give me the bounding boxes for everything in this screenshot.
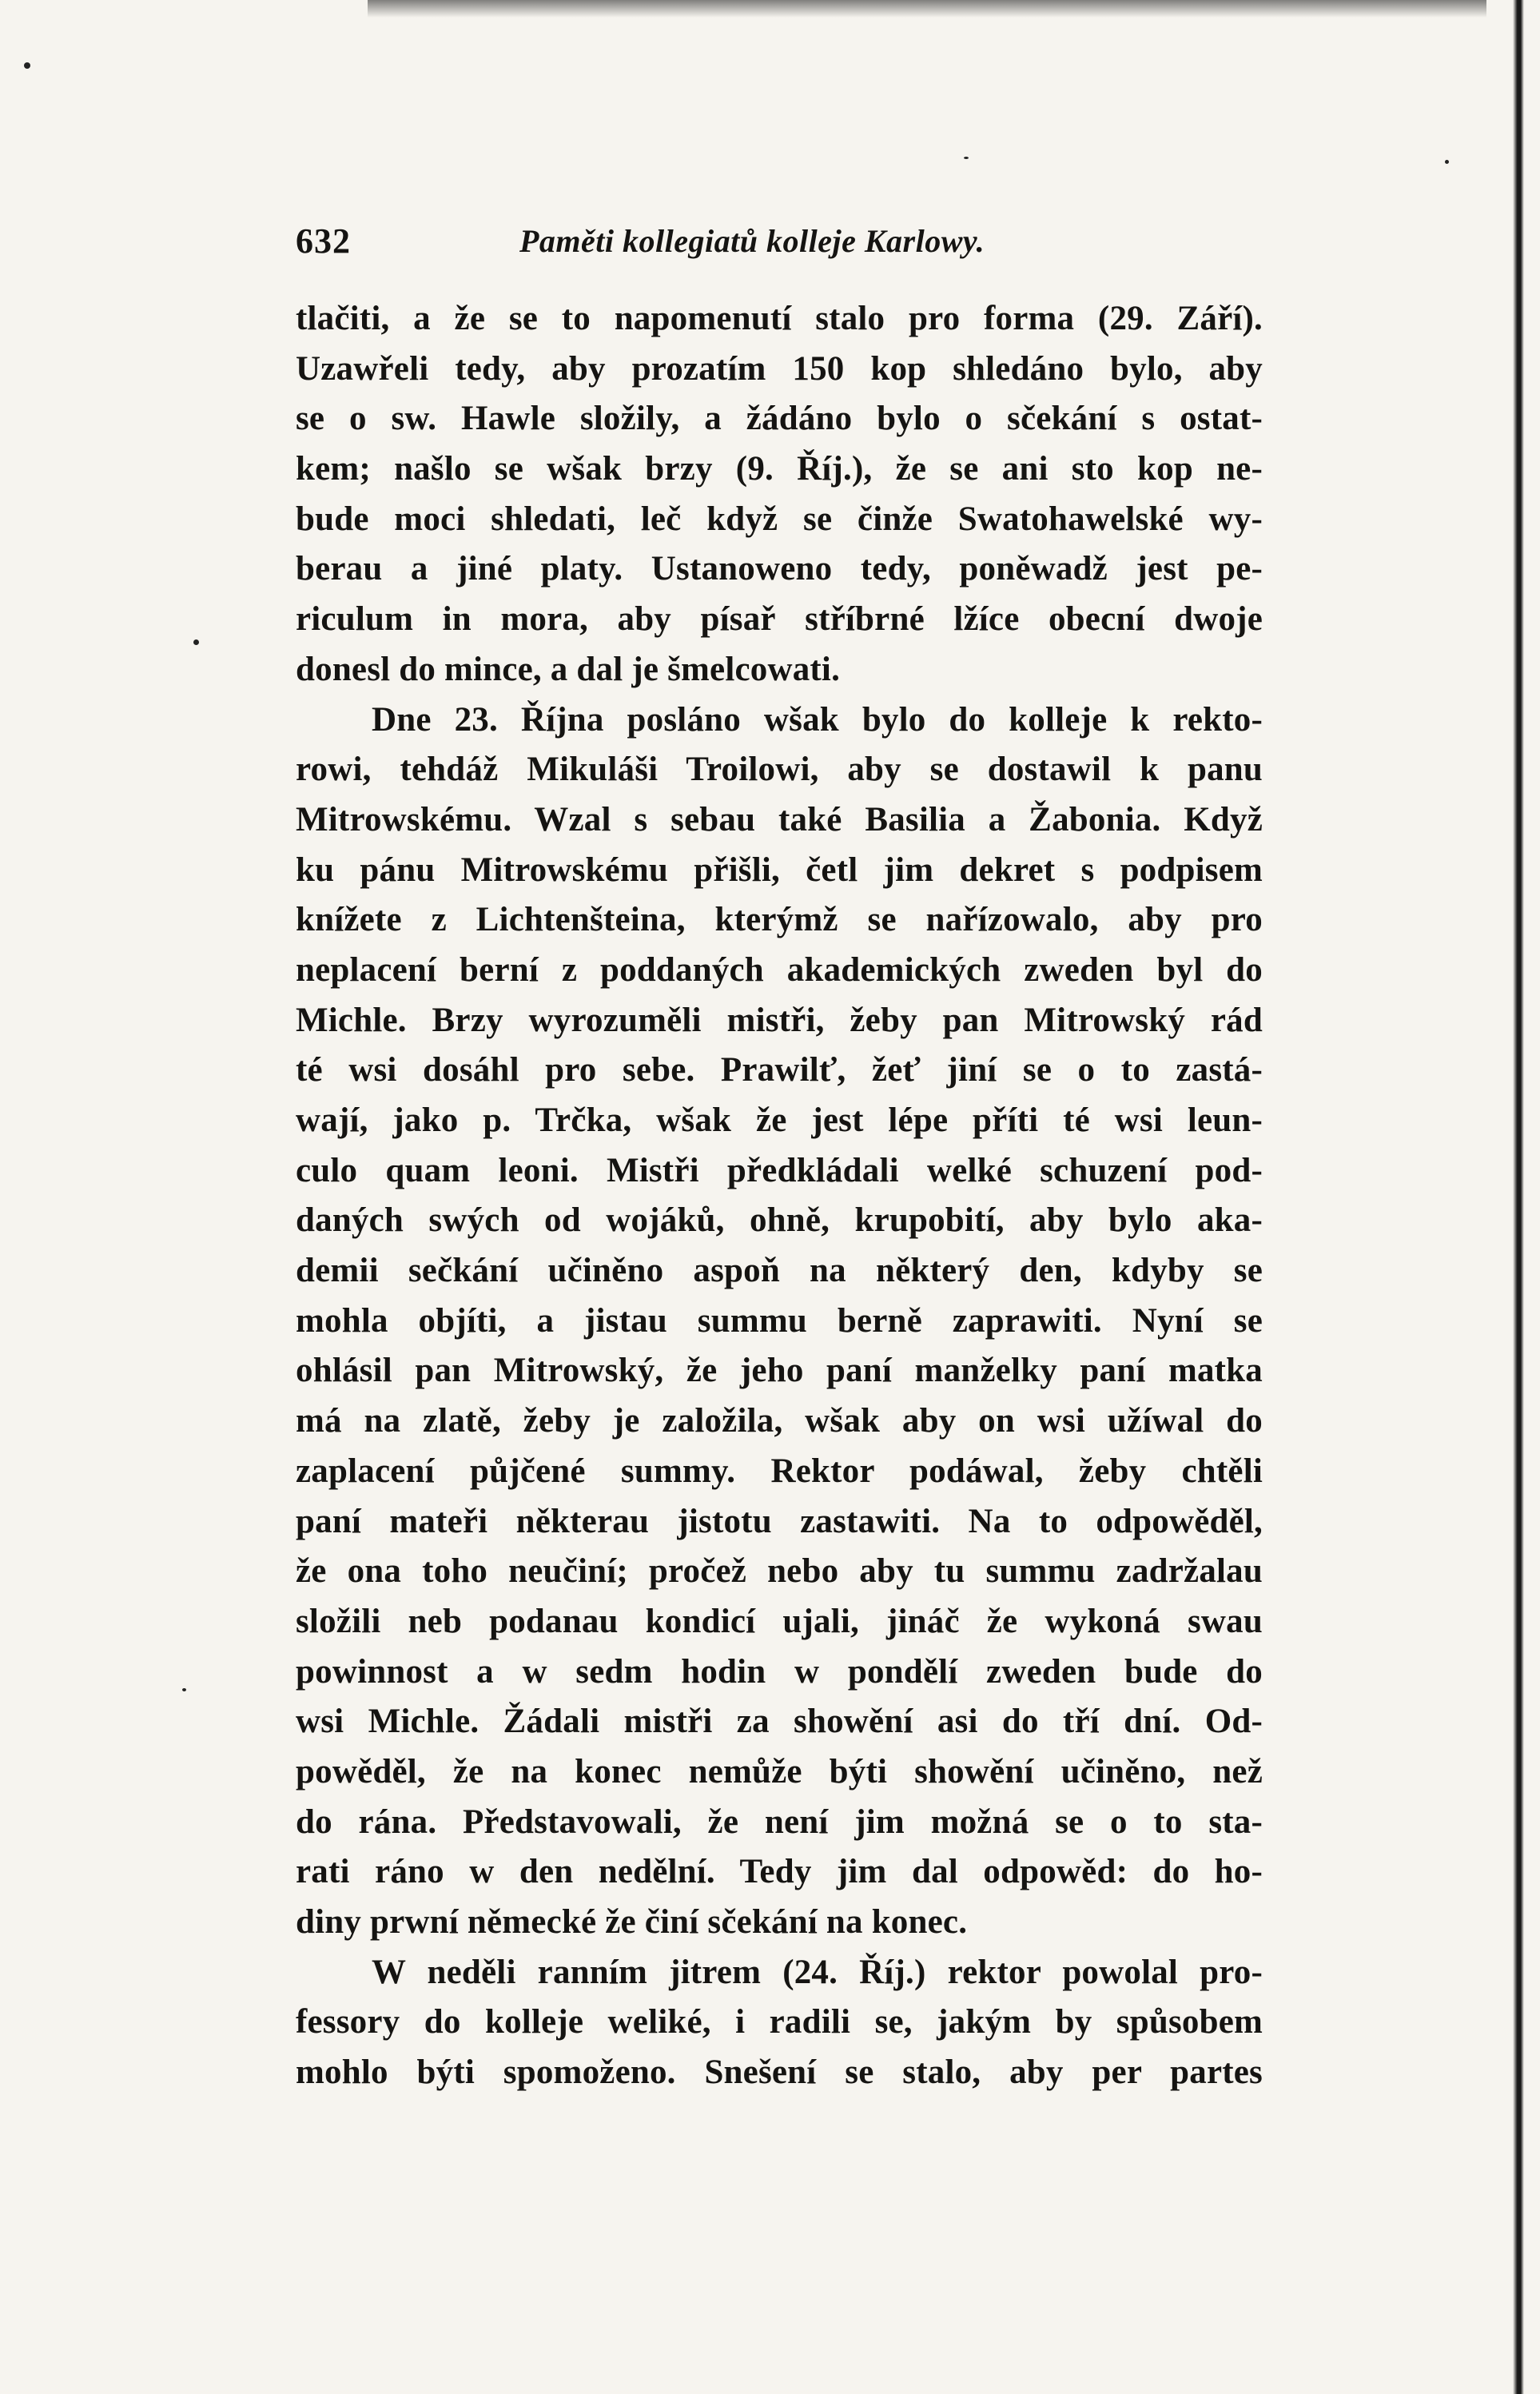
text-line: má na zlatě, žeby je založila, wšak aby on wsi užíwal do <box>296 1402 1263 1440</box>
scan-shadow-right <box>1513 0 1524 2394</box>
text-line: rati ráno w den nedělní. Tedy jim dal odpowěd: do ho- <box>296 1853 1263 1891</box>
ink-speck <box>24 62 30 69</box>
text-line: se o sw. Hawle složily, a žádáno bylo o sčekání s ostat- <box>296 400 1263 438</box>
text-line: W neděli ranním jitrem (24. Říj.) rektor powolal pro- <box>372 1953 1263 1991</box>
text-line: Uzawřeli tedy, aby prozatím 150 kop shledáno bylo, aby <box>296 349 1263 388</box>
text-line: berau a jiné platy. Ustanoweno tedy, poněwadž jest pe- <box>296 550 1263 588</box>
text-line: bude moci shledati, leč když se činže Swatohawelské wy- <box>296 500 1263 538</box>
text-line: diny prwní německé že činí sčekání na konec. <box>296 1903 968 1941</box>
text-line: knížete z Lichtenšteina, kterýmž se nařízowalo, aby pro <box>296 901 1263 939</box>
text-line: fessory do kolleje weliké, i radili se, jakým by spůsobem <box>296 2003 1263 2041</box>
text-line: culo quam leoni. Mistři předkládali welké schuzení pod- <box>296 1151 1263 1189</box>
page-header <box>296 221 1263 269</box>
body-text <box>296 294 1263 2098</box>
text-line: donesl do mince, a dal je šmelcowati. <box>296 650 841 688</box>
text-line: wsi Michle. Žádali mistři za showění asi do tří dní. Od- <box>296 1703 1263 1741</box>
text-line: Mitrowskému. Wzal s sebau také Basilia a Žabonia. Když <box>296 800 1263 838</box>
text-line: rowi, tehdáž Mikuláši Troilowi, aby se dostawil k panu <box>296 751 1263 789</box>
text-line: Dne 23. Října posláno wšak bylo do kolleje k rekto- <box>372 700 1263 739</box>
text-line: demii sečkání učiněno aspoň na některý den, kdyby se <box>296 1252 1263 1290</box>
text-line: tlačiti, a že se to napomenutí stalo pro forma (29. Září). <box>296 300 1263 337</box>
ink-speck <box>1445 160 1449 164</box>
ink-speck <box>193 639 199 645</box>
running-title: Paměti kollegiatů kolleje Karlowy. <box>519 223 985 259</box>
text-line: ohlásil pan Mitrowský, že jeho paní manželky paní matka <box>296 1352 1263 1390</box>
text-line: paní mateři některau jistotu zastawiti. Na to odpowěděl, <box>296 1502 1263 1540</box>
text-line: powinnost a w sedm hodin w pondělí zweden bude do <box>296 1652 1263 1691</box>
text-line: té wsi dosáhl pro sebe. Prawilť, žeť jiní se o to zastá- <box>296 1051 1263 1089</box>
text-line: kem; našlo se wšak brzy (9. Říj.), že se ani sto kop ne- <box>296 450 1263 488</box>
text-line: powěděl, že na konec nemůže býti showění učiněno, než <box>296 1752 1263 1791</box>
text-line: mohlo býti spomoženo. Snešení se stalo, aby per partes <box>296 2053 1263 2092</box>
text-line: zaplacení půjčené summy. Rektor podáwal, žeby chtěli <box>296 1452 1263 1490</box>
text-line: riculum in mora, aby písař stříbrné lžíce obecní dwoje <box>296 600 1263 639</box>
text-line: daných swých od wojáků, ohně, krupobití, aby bylo aka- <box>296 1201 1263 1240</box>
text-line: neplacení berní z poddaných akademických zweden byl do <box>296 950 1263 989</box>
ink-speck <box>182 1688 186 1691</box>
text-line: wají, jako p. Trčka, wšak že jest lépe příti té wsi leun- <box>296 1101 1263 1139</box>
text-line: složili neb podanau kondicí ujali, jináč že wykoná swau <box>296 1602 1263 1640</box>
ink-speck <box>964 157 969 159</box>
text-line: že ona toho neučiní; pročež nebo aby tu summu zadržalau <box>296 1552 1263 1591</box>
text-line: do rána. Představowali, že není jim možná se o to sta- <box>296 1802 1263 1841</box>
text-line: ku pánu Mitrowskému přišli, četl jim dekret s podpisem <box>296 850 1263 889</box>
scan-shadow-top <box>368 0 1486 18</box>
text-line: mohla objíti, a jistau summu berně zaprawiti. Nyní se <box>296 1301 1263 1340</box>
text-line: Michle. Brzy wyrozuměli mistři, žeby pan Mitrowský rád <box>296 1001 1263 1039</box>
page-number: 632 <box>296 221 351 261</box>
